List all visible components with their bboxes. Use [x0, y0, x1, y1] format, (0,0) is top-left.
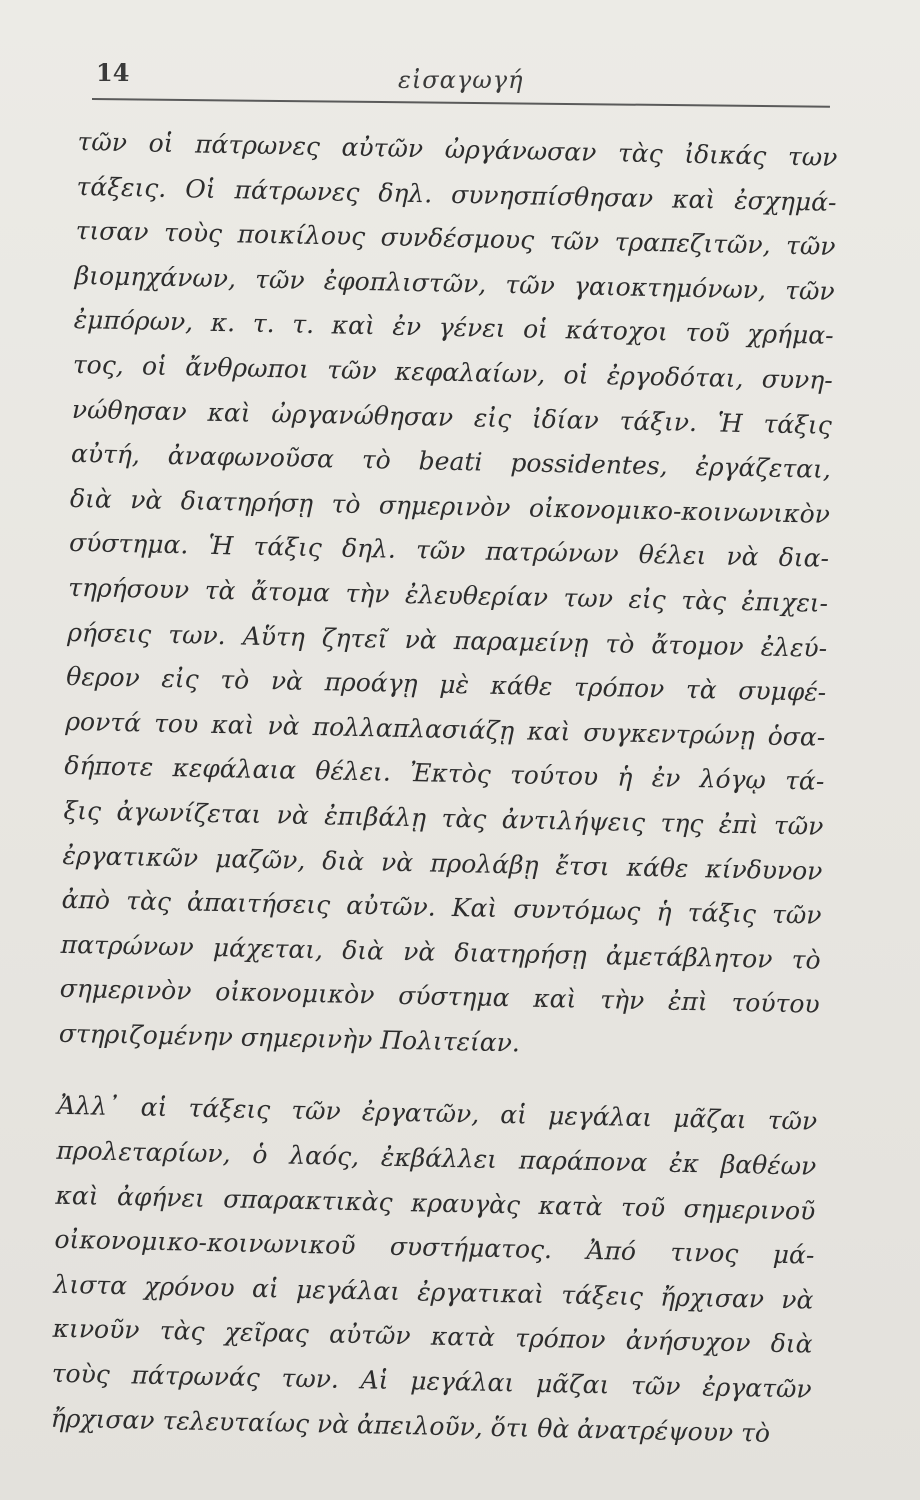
text-line: ἀπὸ τὰς ἀπαιτήσεις αὐτῶν. Καὶ συντόμως ἡ τάξις τῶν	[61, 884, 822, 930]
text-line: κινοῦν τὰς χεῖρας αὐτῶν κατὰ τρόπον ἀνήσυχον διὰ	[52, 1314, 813, 1360]
body-text	[50, 120, 838, 1457]
text-line: τοὺς πάτρωνάς των. Αἱ μεγάλαι μᾶζαι τῶν ἐργατῶν	[51, 1358, 812, 1404]
text-line: πατρώνων μάχεται, διὰ νὰ διατηρήσῃ ἀμετάβλητον τὸ	[60, 929, 821, 975]
text-line: βιομηχάνων, τῶν ἐφοπλιστῶν, τῶν γαιοκτημόνων, τῶν	[74, 260, 835, 306]
text-line: ρήσεις των. Αὕτη ζητεῖ νὰ παραμείνῃ τὸ ἄτομον ἐλεύ-	[66, 617, 828, 663]
text-line: ἐμπόρων, κ. τ. τ. καὶ ἐν γένει οἱ κάτοχοι τοῦ χρήμα-	[73, 305, 834, 351]
text-line: τισαν τοὺς ποικίλους συνδέσμους τῶν τραπεζιτῶν, τῶν	[75, 216, 836, 262]
text-line: τάξεις. Οἱ πάτρωνες δηλ. συνησπίσθησαν καὶ ἐσχημά-	[76, 171, 837, 217]
text-line: προλεταρίων, ὁ λαός, ἐκβάλλει παράπονα ἐκ βαθέων	[56, 1135, 817, 1181]
text-line: νώθησαν καὶ ὠργανώθησαν εἰς ἰδίαν τάξιν. Ἡ τάξις	[71, 394, 833, 440]
text-line: τῶν οἱ πάτρωνες αὐτῶν ὠργάνωσαν τὰς ἰδικάς των	[77, 126, 838, 172]
text-line: δήποτε κεφάλαια θέλει. Ἐκτὸς τούτου ἡ ἐν λόγῳ τά-	[64, 751, 825, 797]
header-rule	[92, 98, 830, 108]
text-line: τηρήσουν τὰ ἄτομα τὴν ἐλευθερίαν των εἰς τὰς ἐπιχει-	[67, 572, 829, 618]
text-line: σύστημα. Ἡ τάξις δηλ. τῶν πατρώνων θέλει νὰ δια-	[68, 528, 830, 574]
text-line: οἰκονομικο-κοινωνικοῦ συστήματος. Ἀπό τινος μά-	[54, 1225, 815, 1270]
text-line: καὶ ἀφήνει σπαρακτικὰς κραυγὰς κατὰ τοῦ σημερινοῦ	[55, 1180, 816, 1226]
running-title: εἰσαγωγή	[398, 66, 524, 94]
text-line: Ἀλλ᾽ αἱ τάξεις τῶν ἐργατῶν, αἱ μεγάλαι μᾶζαι τῶν	[57, 1091, 818, 1137]
text-line: ροντά του καὶ νὰ πολλαπλασιάζῃ καὶ συγκεντρώνῃ ὁσα-	[65, 706, 826, 752]
page-number: 14	[96, 58, 130, 87]
text-line: ξις ἀγωνίζεται νὰ ἐπιβάλῃ τὰς ἀντιλήψεις της ἐπὶ τῶν	[63, 795, 824, 841]
paragraph	[50, 1084, 817, 1457]
text-line: λιστα χρόνου αἱ μεγάλαι ἐργατικαὶ τάξεις ἤρχισαν νὰ	[53, 1269, 814, 1315]
text-line: σημερινὸν οἰκονομικὸν σύστημα καὶ τὴν ἐπὶ τούτου	[59, 974, 820, 1020]
paragraph	[58, 120, 837, 1072]
text-line: τος, οἱ ἄνθρωποι τῶν κεφαλαίων, οἱ ἐργοδόται, συνη-	[72, 349, 834, 395]
text-line: ἐργατικῶν μαζῶν, διὰ νὰ προλάβῃ ἔτσι κάθε κίνδυνον	[62, 840, 823, 886]
text-line: ἤρχισαν τελευταίως νὰ ἀπειλοῦν, ὅτι θὰ ἀνατρέψουν τὸ	[50, 1403, 771, 1448]
text-line: αὐτή, ἀναφωνοῦσα τὸ beati possidentes, ἐργάζεται,	[70, 439, 832, 484]
text-line: διὰ νὰ διατηρήσῃ τὸ σημερινὸν οἰκονομικο-κοινωνικὸν	[69, 483, 831, 529]
text-line: θερον εἰς τὸ νὰ προάγῃ μὲ κάθε τρόπον τὰ συμφέ-	[66, 662, 827, 707]
text-line: στηριζομένην σημερινὴν Πολιτείαν.	[58, 1018, 521, 1058]
